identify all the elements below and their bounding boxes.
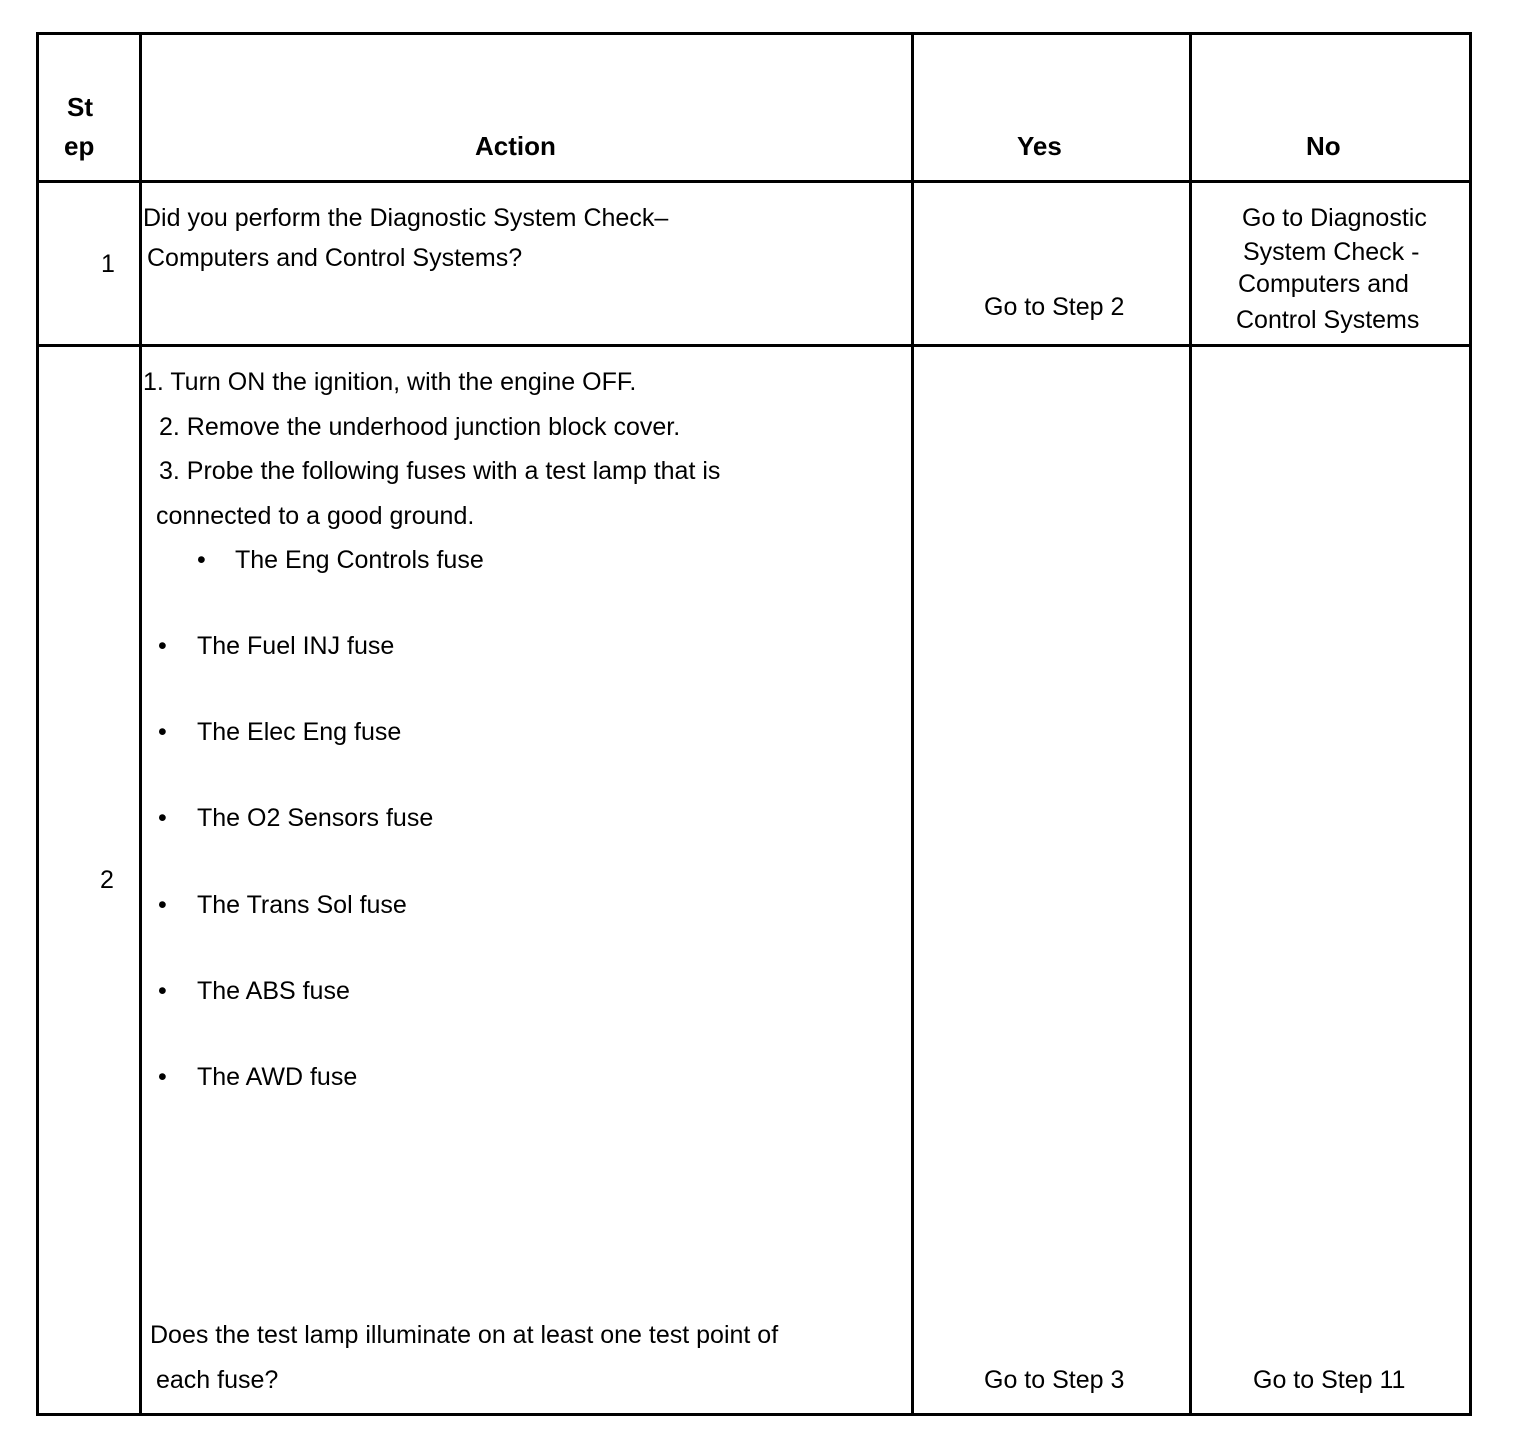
header-yes: Yes <box>1017 131 1062 161</box>
row1-no-line3: Computers and <box>1238 270 1409 298</box>
column-divider <box>911 35 914 1413</box>
row2-instruction-2: 2. Remove the underhood junction block cover. <box>159 413 681 441</box>
row1-yes: Go to Step 2 <box>984 293 1125 321</box>
row1-action-line2: Computers and Control Systems? <box>147 244 523 272</box>
column-divider <box>1189 35 1192 1413</box>
row-divider <box>39 180 1469 183</box>
header-step-line2: ep <box>64 131 95 161</box>
row1-no-line1: Go to Diagnostic <box>1242 204 1427 232</box>
header-action: Action <box>475 131 556 161</box>
row2-yes: Go to Step 3 <box>984 1366 1125 1394</box>
row1-no-line2: System Check - <box>1243 238 1420 266</box>
fuse-item: The Fuel INJ fuse <box>197 632 395 660</box>
fuse-item: The O2 Sensors fuse <box>197 804 434 832</box>
fuse-bullet: • <box>158 1063 167 1091</box>
fuse-bullet: • <box>158 891 167 919</box>
row2-question-line2: each fuse? <box>156 1366 279 1394</box>
fuse-bullet: • <box>197 546 206 574</box>
fuse-item: The AWD fuse <box>197 1063 358 1091</box>
fuse-bullet: • <box>158 718 167 746</box>
header-step-line1: St <box>67 92 93 122</box>
row2-instruction-3: 3. Probe the following fuses with a test lamp that is <box>159 457 721 485</box>
row1-no-line4: Control Systems <box>1236 306 1420 334</box>
row2-question-line1: Does the test lamp illuminate on at least one test point of <box>150 1321 779 1349</box>
fuse-item: The Eng Controls fuse <box>235 546 484 574</box>
row1-action-line1: Did you perform the Diagnostic System Check– <box>143 204 669 232</box>
row1-step: 1 <box>101 250 115 278</box>
fuse-item: The Elec Eng fuse <box>197 718 402 746</box>
fuse-bullet: • <box>158 804 167 832</box>
row2-no: Go to Step 11 <box>1253 1366 1406 1394</box>
fuse-bullet: • <box>158 977 167 1005</box>
fuse-item: The Trans Sol fuse <box>197 891 407 919</box>
row2-step: 2 <box>100 866 114 894</box>
row-divider <box>39 344 1469 347</box>
row2-instruction-3-cont: connected to a good ground. <box>156 502 475 530</box>
row2-instruction-1: 1. Turn ON the ignition, with the engine OFF. <box>143 368 637 396</box>
column-divider <box>139 35 142 1413</box>
fuse-item: The ABS fuse <box>197 977 350 1005</box>
fuse-bullet: • <box>158 632 167 660</box>
header-no: No <box>1306 131 1341 161</box>
